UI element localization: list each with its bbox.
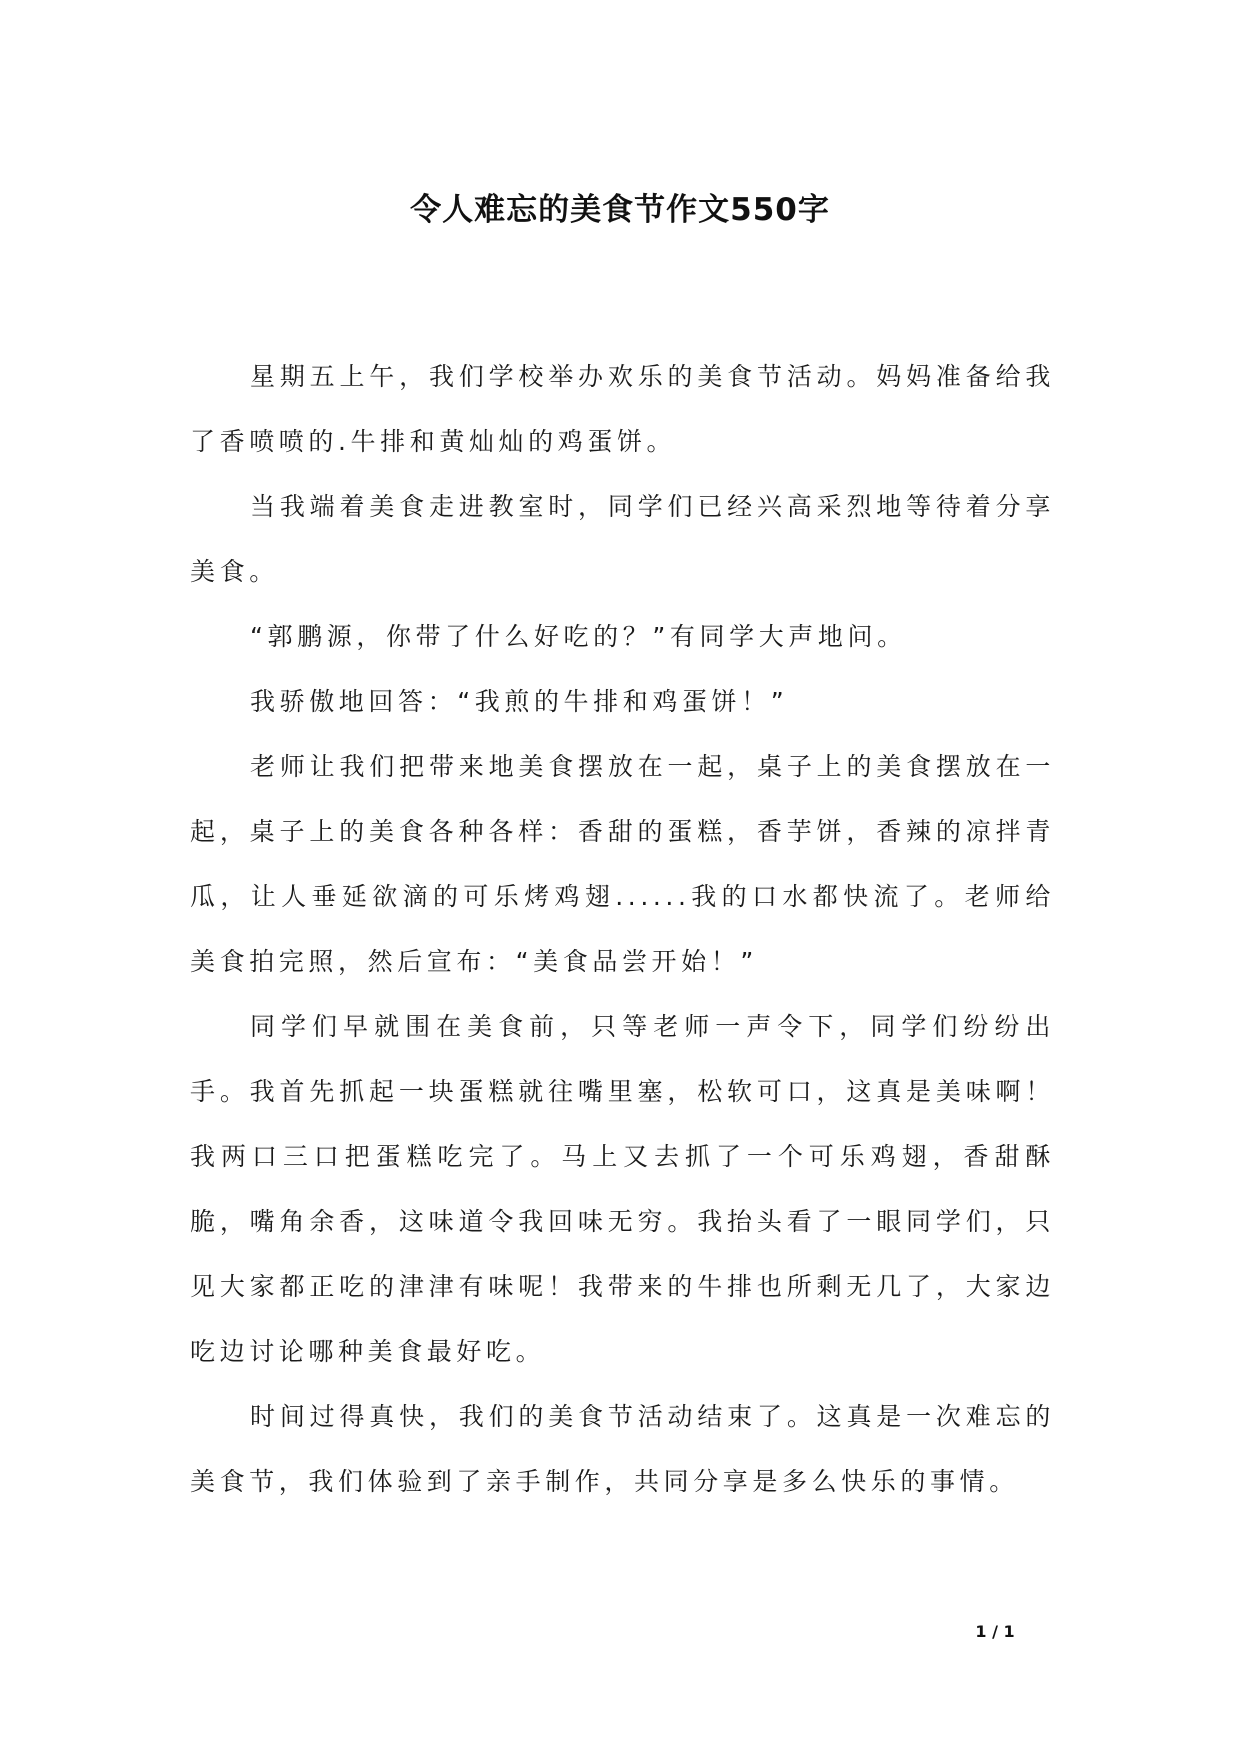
paragraph-5: 老师让我们把带来地美食摆放在一起，桌子上的美食摆放在一起，桌子上的美食各种各样：香甜的蛋糕，香芋饼，香辣的凉拌青瓜，让人垂延欲滴的可乐烤鸡翅......我的口水都快流了。老师给美食拍完照，然后宣布：“美食品尝开始！”: [190, 752, 1055, 976]
document-title: 令人难忘的美食节作文550字: [410, 192, 830, 228]
document-body: [190, 344, 1055, 1514]
page-number: 1 / 1: [975, 1622, 1015, 1641]
paragraph-2: 当我端着美食走进教室时，同学们已经兴高采烈地等待着分享美食。: [190, 492, 1055, 586]
paragraph-7: 时间过得真快，我们的美食节活动结束了。这真是一次难忘的美食节，我们体验到了亲手制作，共同分享是多么快乐的事情。: [190, 1402, 1055, 1496]
paragraph-3: “郭鹏源，你带了什么好吃的？”有同学大声地问。: [250, 622, 907, 651]
paragraph-1: 星期五上午，我们学校举办欢乐的美食节活动。妈妈准备给我了香喷喷的.牛排和黄灿灿的鸡蛋饼。: [190, 362, 1055, 456]
paragraph-6: 同学们早就围在美食前，只等老师一声令下，同学们纷纷出手。我首先抓起一块蛋糕就往嘴里塞，松软可口，这真是美味啊！我两口三口把蛋糕吃完了。马上又去抓了一个可乐鸡翅，香甜酥脆，嘴角余香，这味道令我回味无穷。我抬头看了一眼同学们，只见大家都正吃的津津有味呢！我带来的牛排也所剩无几了，大家边吃边讨论哪种美食最好吃。: [190, 1012, 1055, 1366]
paragraph-4: 我骄傲地回答：“我煎的牛排和鸡蛋饼！”: [250, 687, 789, 716]
